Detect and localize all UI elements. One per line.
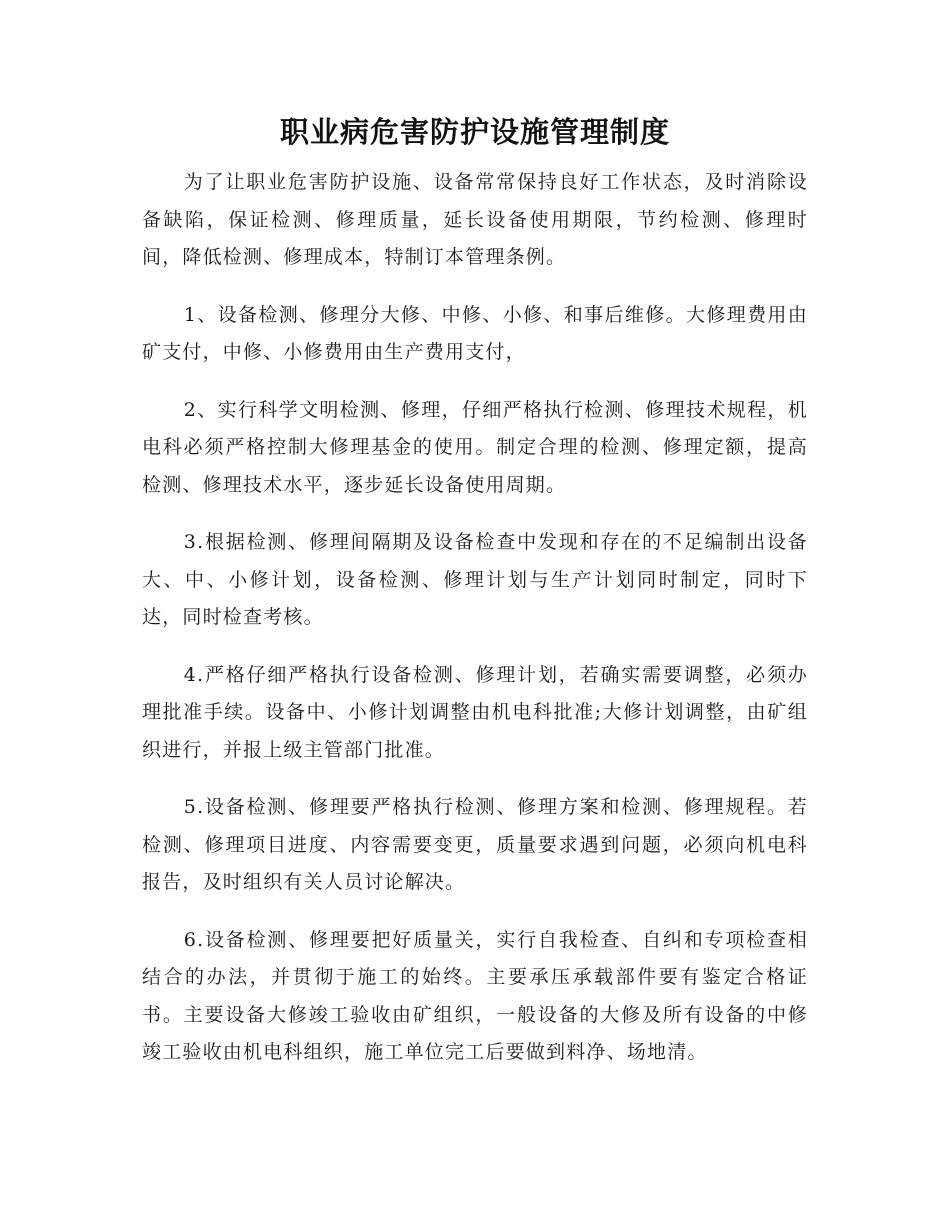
intro-paragraph: 为了让职业危害防护设施、设备常常保持良好工作状态，及时消除设备缺陷，保证检测、修理质量，延长设备使用期限，节约检测、修理时间，降低检测、修理成本，特制订本管理条例。 bbox=[142, 171, 808, 268]
clause-3-paragraph: 3.根据检测、修理间隔期及设备检查中发现和存在的不足编制出设备大、中、小修计划，设备检测、修理计划与生产计划同时制定，同时下达，同时检查考核。 bbox=[142, 531, 808, 628]
clause-5-paragraph: 5.设备检测、修理要严格执行检测、修理方案和检测、修理规程。若检测、修理项目进度、内容需要变更，质量要求遇到问题，必须向机电科报告，及时组织有关人员讨论解决。 bbox=[142, 796, 808, 893]
clause-2-paragraph: 2、实行科学文明检测、修理，仔细严格执行检测、修理技术规程，机电科必须严格控制大修理基金的使用。制定合理的检测、修理定额，提高检测、修理技术水平，逐步延长设备使用周期。 bbox=[142, 398, 808, 496]
document-title: 职业病危害防护设施管理制度 bbox=[279, 115, 670, 149]
clause-6-paragraph: 6.设备检测、修理要把好质量关，实行自我检查、自纠和专项检查相结合的办法，并贯彻于施工的始终。主要承压承载部件要有鉴定合格证书。主要设备大修竣工验收由矿组织，一般设备的大修及所有设备的中修竣工验收由机电科组织，施工单位完工后要做到料净、场地清。 bbox=[142, 928, 808, 1063]
document-body bbox=[142, 164, 808, 1072]
clause-4-paragraph: 4.严格仔细严格执行设备检测、修理计划，若确实需要调整，必须办理批准手续。设备中、小修计划调整由机电科批准;大修计划调整，由矿组织进行，并报上级主管部门批准。 bbox=[142, 663, 808, 761]
clause-1-paragraph: 1、设备检测、修理分大修、中修、小修、和事后维修。大修理费用由矿支付，中修、小修费用由生产费用支付， bbox=[142, 303, 808, 363]
